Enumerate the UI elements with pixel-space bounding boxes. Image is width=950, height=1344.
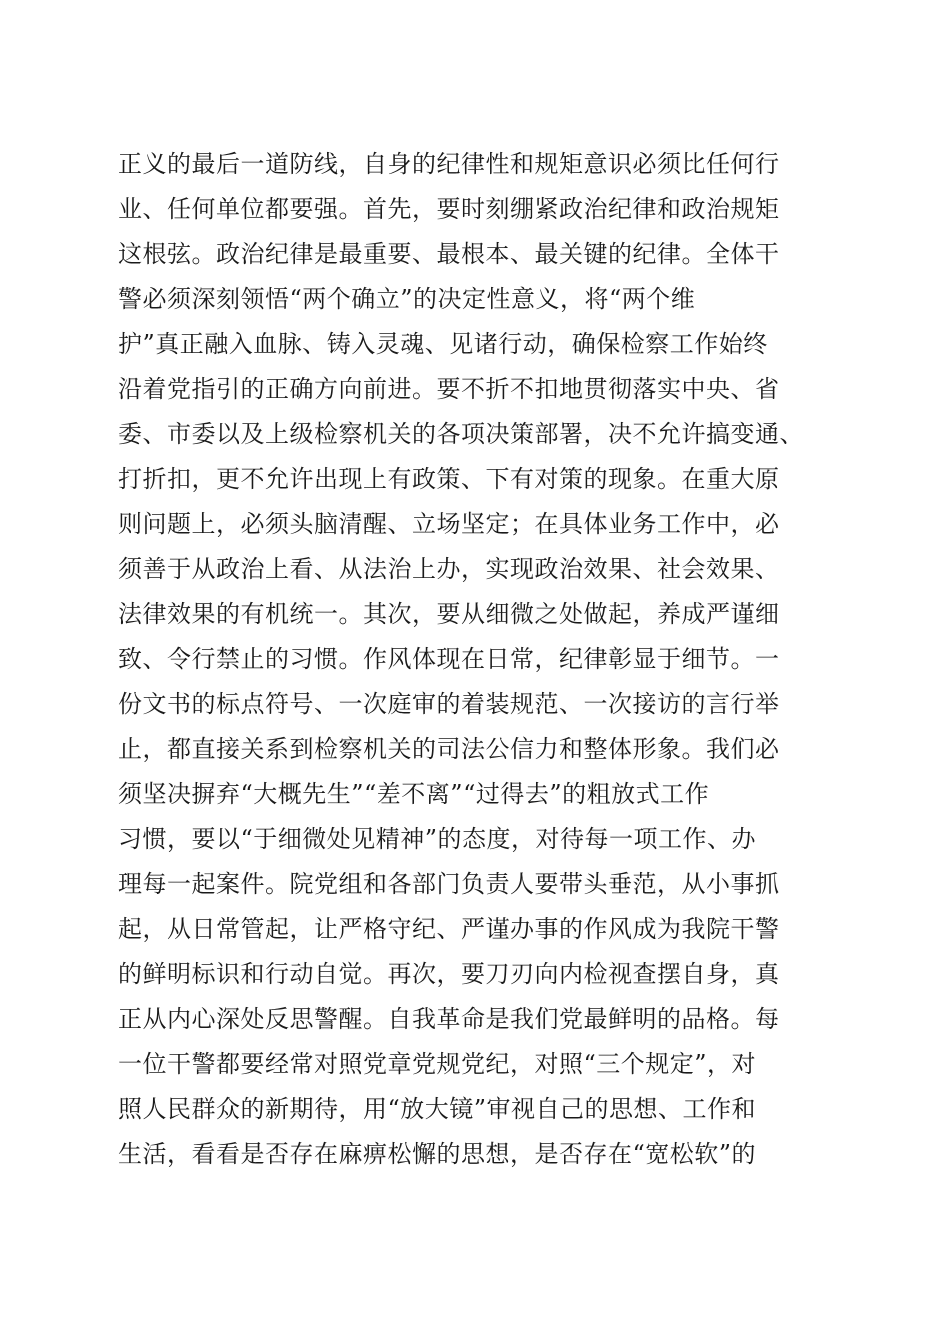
text-line: 沿着党指引的正确方向前进。要不折不扣地贯彻落实中央、省 [118, 375, 780, 403]
text-line: 致、令行禁止的习惯。作风体现在日常，纪律彰显于细节。一 [118, 645, 780, 673]
text-line: 一位干警都要经常对照党章党规党纪，对照“三个规定”，对 [118, 1050, 757, 1078]
text-line: 理每一起案件。院党组和各部门负责人要带头垂范，从小事抓 [118, 870, 780, 898]
text-line: 生活，看看是否存在麻痹松懈的思想，是否存在“宽松软”的 [118, 1140, 757, 1168]
text-line: 这根弦。政治纪律是最重要、最根本、最关键的纪律。全体干 [118, 240, 780, 268]
body-paragraph [118, 142, 838, 1177]
text-line: 份文书的标点符号、一次庭审的着装规范、一次接访的言行举 [118, 690, 780, 718]
text-line: 习惯，要以“于细微处见精神”的态度，对待每一项工作、办 [118, 825, 757, 853]
text-line: 正从内心深处反思警醒。自我革命是我们党最鲜明的品格。每 [118, 1005, 780, 1033]
text-line: 正义的最后一道防线，自身的纪律性和规矩意识必须比任何行 [118, 150, 780, 178]
text-line: 法律效果的有机统一。其次，要从细微之处做起，养成严谨细 [118, 600, 780, 628]
text-line: 业、任何单位都要强。首先，要时刻绷紧政治纪律和政治规矩 [118, 195, 780, 223]
text-line: 警必须深刻领悟“两个确立”的决定性意义，将“两个维 [118, 285, 696, 313]
text-line: 须善于从政治上看、从法治上办，实现政治效果、社会效果、 [118, 555, 780, 583]
text-line: 护”真正融入血脉、铸入灵魂、见诸行动，确保检察工作始终 [118, 330, 768, 358]
text-line: 委、市委以及上级检察机关的各项决策部署，决不允许搞变通、 [118, 420, 804, 448]
text-line: 打折扣，更不允许出现上有政策、下有对策的现象。在重大原 [118, 465, 780, 493]
text-line: 止，都直接关系到检察机关的司法公信力和整体形象。我们必 [118, 735, 780, 763]
text-line: 照人民群众的新期待，用“放大镜”审视自己的思想、工作和 [118, 1095, 757, 1123]
text-line: 须坚决摒弃“大概先生”“差不离”“过得去”的粗放式工作 [118, 780, 710, 808]
text-line: 的鲜明标识和行动自觉。再次，要刀刃向内检视查摆自身，真 [118, 960, 780, 988]
text-line: 起，从日常管起，让严格守纪、严谨办事的作风成为我院干警 [118, 915, 780, 943]
text-line: 则问题上，必须头脑清醒、立场坚定；在具体业务工作中，必 [118, 510, 780, 538]
